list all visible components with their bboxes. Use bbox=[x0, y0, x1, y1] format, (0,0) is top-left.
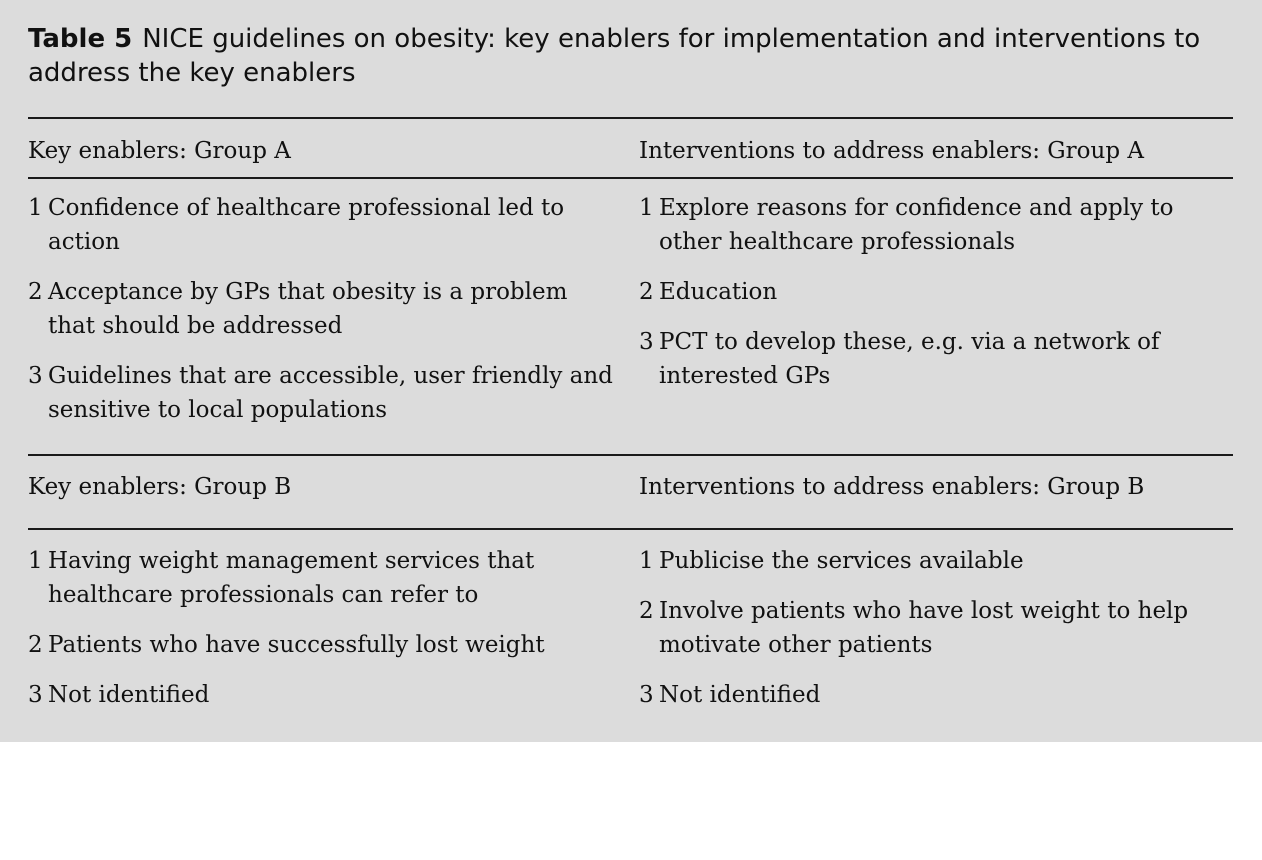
group-a-left-header: Key enablers: Group A bbox=[28, 138, 291, 164]
list-item: 3 Not identified bbox=[28, 682, 210, 708]
list-item: 3 PCT to develop these, e.g. via a network of interested GPs bbox=[639, 329, 1160, 389]
group-b-right-header: Interventions to address enablers: Group B bbox=[639, 474, 1145, 500]
group-b-left-header: Key enablers: Group B bbox=[28, 474, 292, 500]
list-item: 2 Patients who have successfully lost weight bbox=[28, 632, 545, 658]
top-rule bbox=[28, 117, 1233, 119]
group-b-enablers-list bbox=[28, 544, 618, 728]
list-item: 2 Education bbox=[639, 279, 778, 305]
list-item: 2 Acceptance by GPs that obesity is a problem that should be addressed bbox=[28, 279, 568, 339]
group-a-enablers-list bbox=[28, 191, 618, 443]
group-a-interventions-list bbox=[639, 191, 1237, 409]
list-item: 3 Guidelines that are accessible, user friendly and sensitive to local populations bbox=[28, 363, 613, 423]
list-item: 1 Having weight management services that healthcare professionals can refer to bbox=[28, 548, 535, 608]
list-item: 1 Confidence of healthcare professional led to action bbox=[28, 195, 565, 255]
list-item: 2 Involve patients who have lost weight to help motivate other patients bbox=[639, 598, 1189, 658]
list-item: 3 Not identified bbox=[639, 682, 821, 708]
table-title: NICE guidelines on obesity: key enablers for implementation and interventions to address the key enablers bbox=[28, 24, 1201, 88]
list-item: 1 Publicise the services available bbox=[639, 548, 1024, 574]
group-b-top-rule bbox=[28, 454, 1233, 456]
group-a-right-header: Interventions to address enablers: Group A bbox=[639, 138, 1144, 164]
group-a-header-rule bbox=[28, 177, 1233, 179]
table-label: Table 5 bbox=[28, 24, 133, 54]
list-item: 1 Explore reasons for confidence and apply to other healthcare professionals bbox=[639, 195, 1174, 255]
group-b-interventions-list bbox=[639, 544, 1237, 728]
table-caption bbox=[28, 22, 1238, 90]
group-b-header-rule bbox=[28, 528, 1233, 530]
